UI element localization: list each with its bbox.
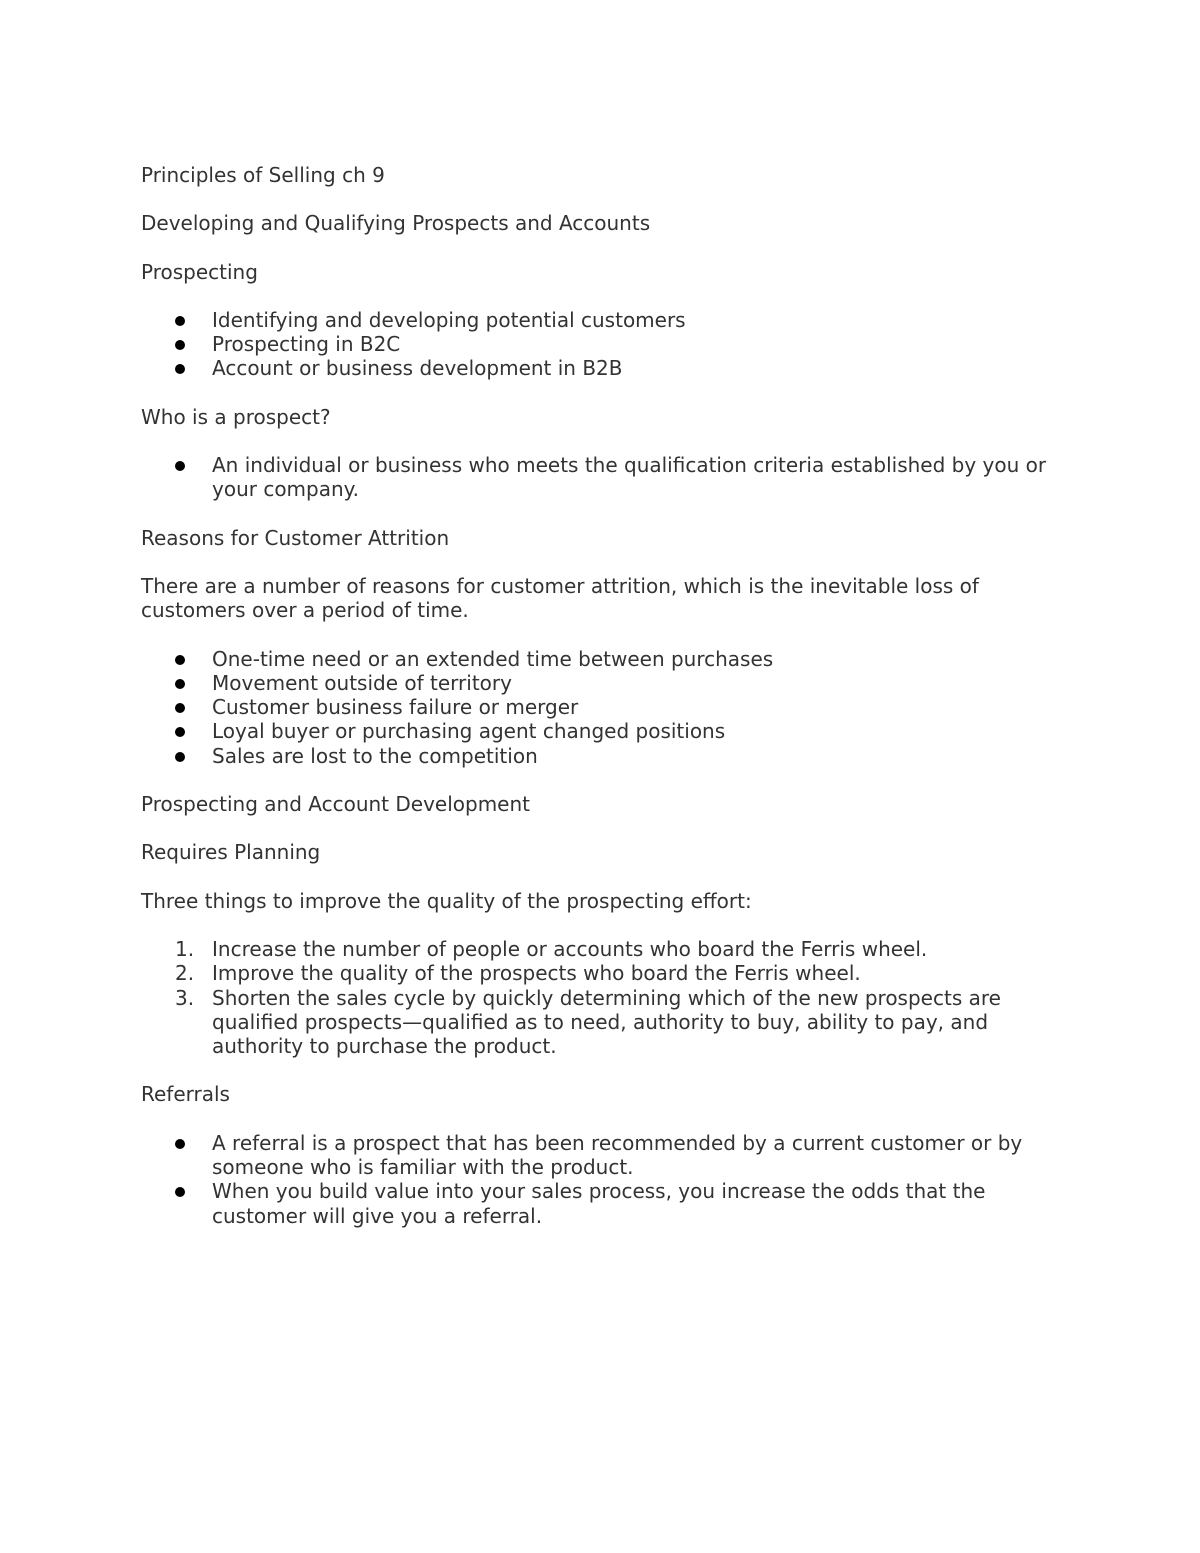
list-item-text: Prospecting in B2C xyxy=(212,332,401,357)
attrition-list xyxy=(141,647,1071,768)
list-item xyxy=(141,1179,1071,1228)
list-item xyxy=(141,695,1071,719)
list-item-text: Customer business failure or merger xyxy=(212,695,579,720)
bullet-icon xyxy=(175,316,185,326)
list-item-text: When you build value into your sales process, you increase the odds that the customer will give you a referral. xyxy=(212,1179,986,1228)
list-item xyxy=(141,308,1071,332)
document-body xyxy=(141,163,1071,1252)
list-item xyxy=(141,356,1071,380)
numbered-item xyxy=(141,986,1071,1059)
list-item xyxy=(141,1131,1071,1180)
list-item-text: Movement outside of territory xyxy=(212,670,512,695)
bullet-icon xyxy=(175,340,185,350)
section-subheading-planning: Requires Planning xyxy=(141,840,321,865)
list-item xyxy=(141,647,1071,671)
list-item-text: Improve the quality of the prospects who board the Ferris wheel. xyxy=(212,961,861,986)
section-heading-referrals: Referrals xyxy=(141,1082,230,1107)
list-item-text: Loyal buyer or purchasing agent changed positions xyxy=(212,719,726,744)
bullet-icon xyxy=(175,703,185,713)
section-heading-who-is-prospect: Who is a prospect? xyxy=(141,404,331,429)
list-item xyxy=(141,453,1071,502)
bullet-icon xyxy=(175,1187,185,1197)
improvement-intro: Three things to improve the quality of the prospecting effort: xyxy=(141,888,752,913)
list-item-text: Account or business development in B2B xyxy=(212,356,623,381)
bullet-icon xyxy=(175,461,185,471)
list-item-text: Sales are lost to the competition xyxy=(212,743,538,768)
bullet-icon xyxy=(175,1139,185,1149)
item-number: 3. xyxy=(175,985,195,1010)
bullet-icon xyxy=(175,655,185,665)
section-heading-account-development: Prospecting and Account Development xyxy=(141,792,531,817)
prospect-definition-list xyxy=(141,453,1071,502)
list-item-text: Identifying and developing potential customers xyxy=(212,307,686,332)
item-number: 1. xyxy=(175,936,195,961)
bullet-icon xyxy=(175,364,185,374)
prospecting-list xyxy=(141,308,1071,381)
bullet-icon xyxy=(175,752,185,762)
list-item xyxy=(141,744,1071,768)
list-item-text: Shorten the sales cycle by quickly determining which of the new prospects are qualified prospects—qualified as to need, authority to buy, ability to pay, and authority to purchase the product. xyxy=(212,985,1001,1059)
list-item-text: An individual or business who meets the qualification criteria established by you or your company. xyxy=(212,453,1047,502)
bullet-icon xyxy=(175,727,185,737)
list-item-text: A referral is a prospect that has been recommended by a current customer or by someone who is familiar with the product. xyxy=(212,1130,1023,1180)
document-subtitle: Developing and Qualifying Prospects and Accounts xyxy=(141,211,651,236)
list-item xyxy=(141,671,1071,695)
numbered-item xyxy=(141,961,1071,985)
list-item xyxy=(141,719,1071,743)
list-item-text: Increase the number of people or accounts who board the Ferris wheel. xyxy=(212,936,928,961)
document-title: Principles of Selling ch 9 xyxy=(141,163,385,187)
referrals-list xyxy=(141,1131,1071,1228)
numbered-item xyxy=(141,937,1071,961)
section-heading-attrition: Reasons for Customer Attrition xyxy=(141,525,450,550)
improvement-list xyxy=(141,937,1071,1058)
attrition-intro: There are a number of reasons for customer attrition, which is the inevitable loss of customers over a period of time. xyxy=(141,573,979,623)
bullet-icon xyxy=(175,679,185,689)
section-heading-prospecting: Prospecting xyxy=(141,259,258,284)
list-item-text: One-time need or an extended time between purchases xyxy=(212,646,774,671)
item-number: 2. xyxy=(175,961,195,986)
list-item xyxy=(141,332,1071,356)
